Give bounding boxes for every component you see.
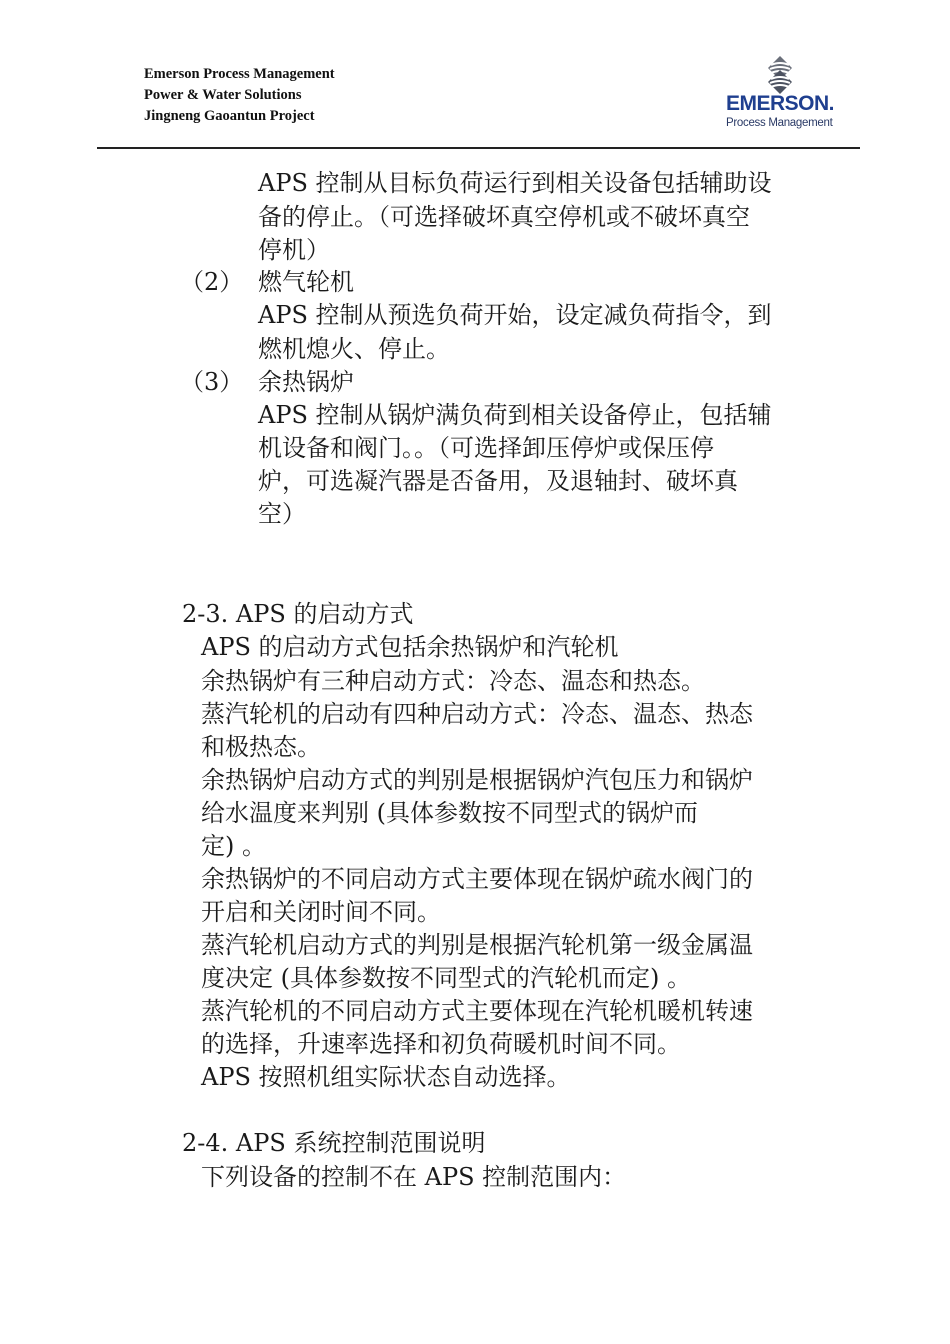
logo-wordmark: EMERSON.	[726, 92, 835, 115]
paragraph-line: 下列设备的控制不在 APS 控制范围内：	[201, 1163, 627, 1191]
logo-subtitle: Process Management	[726, 117, 833, 129]
paragraph-line: 蒸汽轮机的启动有四种启动方式：冷态、温态、热态	[201, 700, 753, 728]
paragraph-line: APS 的启动方式包括余热锅炉和汽轮机	[201, 633, 619, 661]
list-item-number: （3）	[180, 368, 244, 396]
section-heading: 2-3. APS 的启动方式	[182, 600, 414, 628]
paragraph-line: APS 控制从目标负荷运行到相关设备包括辅助设	[258, 169, 772, 197]
section-heading: 2-4. APS 系统控制范围说明	[182, 1129, 486, 1157]
paragraph-line: APS 控制从锅炉满负荷到相关设备停止，包括辅	[258, 401, 772, 429]
paragraph-line: 蒸汽轮机的不同启动方式主要体现在汽轮机暖机转速	[201, 997, 753, 1025]
paragraph-line: 度决定 (具体参数按不同型式的汽轮机而定) 。	[201, 964, 691, 992]
paragraph-line: 余热锅炉有三种启动方式：冷态、温态和热态。	[201, 667, 705, 695]
paragraph-line: 机设备和阀门。。（可选择卸压停炉或保压停	[258, 434, 714, 462]
paragraph-line: APS 按照机组实际状态自动选择。	[201, 1063, 571, 1091]
paragraph-line: 余热锅炉的不同启动方式主要体现在锅炉疏水阀门的	[201, 865, 753, 893]
paragraph-line: 蒸汽轮机启动方式的判别是根据汽轮机第一级金属温	[201, 931, 753, 959]
list-item-title: 燃气轮机	[258, 268, 354, 296]
paragraph-line: 停机）	[258, 236, 330, 264]
header-company: Emerson Process Management	[144, 66, 335, 82]
paragraph-line: 的选择，升速率选择和初负荷暖机时间不同。	[201, 1030, 681, 1058]
paragraph-line: APS 控制从预选负荷开始，设定减负荷指令，到	[258, 301, 772, 329]
paragraph-line: 开启和关闭时间不同。	[201, 898, 441, 926]
paragraph-line: 燃机熄火、停止。	[258, 335, 450, 363]
paragraph-line: 备的停止。（可选择破坏真空停机或不破坏真空	[258, 203, 750, 231]
emerson-logo	[722, 56, 846, 138]
paragraph-line: 给水温度来判别 (具体参数按不同型式的锅炉而	[201, 799, 698, 827]
paragraph-line: 炉，可选凝汽器是否备用，及退轴封、破坏真	[258, 467, 738, 495]
paragraph-line: 空）	[258, 500, 306, 528]
paragraph-line: 余热锅炉启动方式的判别是根据锅炉汽包压力和锅炉	[201, 766, 753, 794]
header-divider	[97, 147, 860, 149]
header-project: Jingneng Gaoantun Project	[144, 108, 315, 124]
list-item-title: 余热锅炉	[258, 368, 354, 396]
paragraph-line: 定) 。	[201, 832, 266, 860]
header-division: Power & Water Solutions	[144, 87, 302, 103]
emerson-logo-icon	[766, 56, 794, 94]
paragraph-line: 和极热态。	[201, 733, 321, 761]
list-item-number: （2）	[180, 268, 244, 296]
document-header	[144, 64, 335, 127]
